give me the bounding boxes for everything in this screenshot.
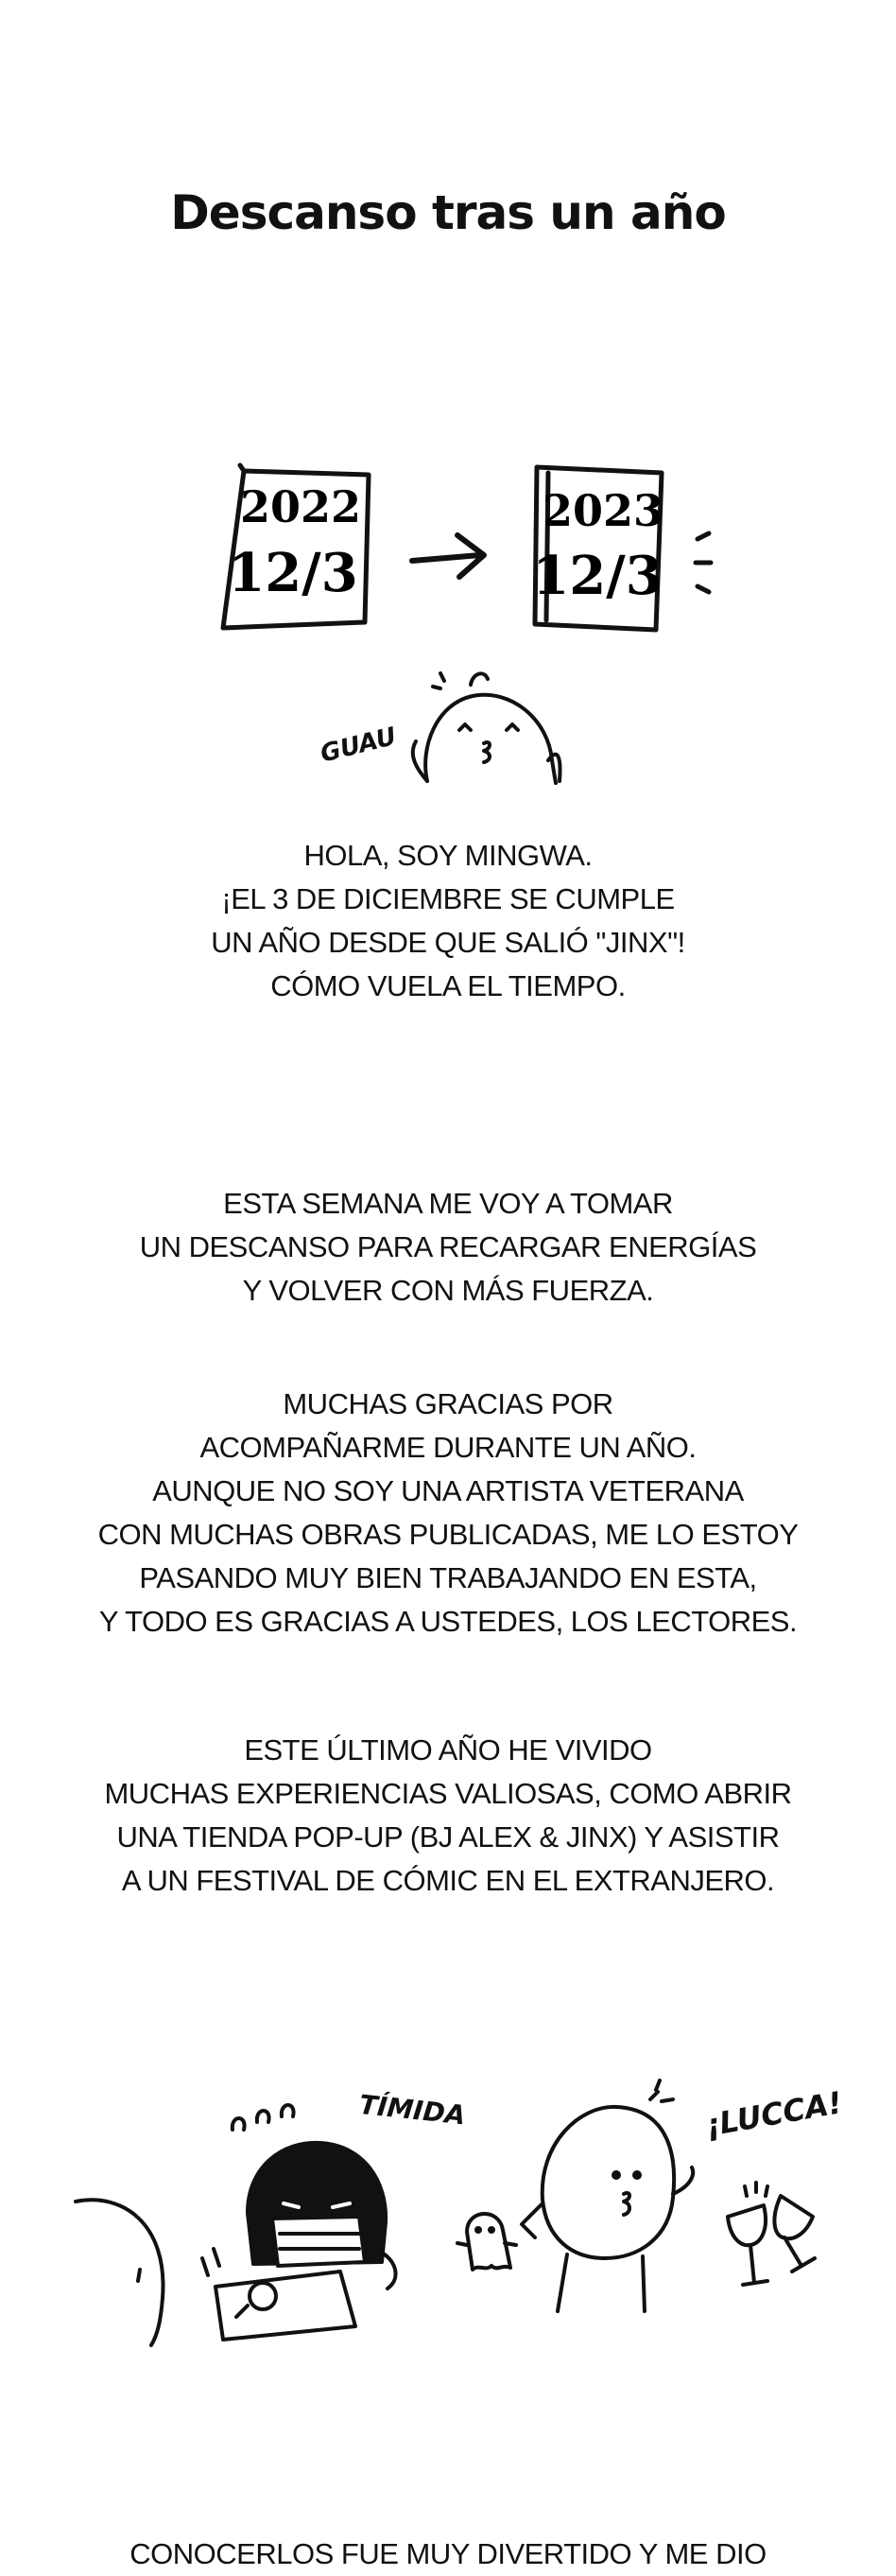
guau-sfx: GUAU xyxy=(318,722,400,769)
calendar-page-2022 xyxy=(223,465,369,628)
lucca-sfx: ¡LUCCA! xyxy=(702,2084,845,2144)
text-line: MUCHAS GRACIAS POR xyxy=(283,1387,613,1420)
text-line: AUNQUE NO SOY UNA ARTISTA VETERANA xyxy=(152,1474,744,1507)
text-line: ESTE ÚLTIMO AÑO HE VIVIDO xyxy=(244,1733,652,1767)
partial-character xyxy=(76,2200,164,2345)
paragraph-break xyxy=(0,1182,896,1313)
calendar-2022-day: 12/3 xyxy=(228,542,358,604)
emphasis-lines-icon xyxy=(696,533,711,592)
text-line: CONOCERLOS FUE MUY DIVERTIDO Y ME DIO xyxy=(129,2537,767,2570)
glass-right-icon xyxy=(774,2196,813,2238)
text-line: HOLA, SOY MINGWA. xyxy=(303,839,593,872)
bottom-illustration xyxy=(76,2080,815,2345)
timida-sfx: TÍMIDA xyxy=(357,2088,468,2132)
calendar-2022-year: 2022 xyxy=(239,481,362,532)
paragraph-experiences xyxy=(0,1729,896,1903)
glass-left-icon xyxy=(728,2205,766,2245)
text-line: PASANDO MUY BIEN TRABAJANDO EN ESTA, xyxy=(139,1561,757,1594)
paragraph-cutoff xyxy=(0,2532,896,2576)
text-line: UNA TIENDA POP-UP (BJ ALEX & JINX) Y ASISTIR xyxy=(116,1820,780,1854)
text-line: MUCHAS EXPERIENCIAS VALIOSAS, COMO ABRIR xyxy=(104,1777,792,1810)
text-line: A UN FESTIVAL DE CÓMIC EN EL EXTRANJERO. xyxy=(121,1864,775,1897)
page-title: Descanso tras un año xyxy=(170,185,726,240)
arrow-right-icon xyxy=(412,535,484,577)
calendar-2023-day: 12/3 xyxy=(532,545,663,607)
text-line: UN AÑO DESDE QUE SALIÓ "JINX"! xyxy=(211,926,685,959)
bird-character xyxy=(413,673,560,783)
text-line: Y TODO ES GRACIAS A USTEDES, LOS LECTORES. xyxy=(98,1605,798,1638)
text-line: ¡EL 3 DE DICIEMBRE SE CUMPLE xyxy=(221,882,675,915)
text-line: UN DESCANSO PARA RECARGAR ENERGÍAS xyxy=(139,1230,757,1263)
paragraph-thanks xyxy=(0,1383,896,1644)
calendar-page-2023 xyxy=(535,467,662,630)
text-line: ACOMPAÑARME DURANTE UN AÑO. xyxy=(199,1431,697,1464)
text-line: CON MUCHAS OBRAS PUBLICADAS, ME LO ESTOY xyxy=(97,1518,799,1551)
paragraph-intro xyxy=(0,834,896,1008)
text-line: CÓMO VUELA EL TIEMPO. xyxy=(270,969,626,1002)
text-line: ESTA SEMANA ME VOY A TOMAR xyxy=(223,1187,673,1220)
calendar-2023-year: 2023 xyxy=(542,485,664,536)
text-line: Y VOLVER CON MÁS FUERZA. xyxy=(242,1274,654,1307)
